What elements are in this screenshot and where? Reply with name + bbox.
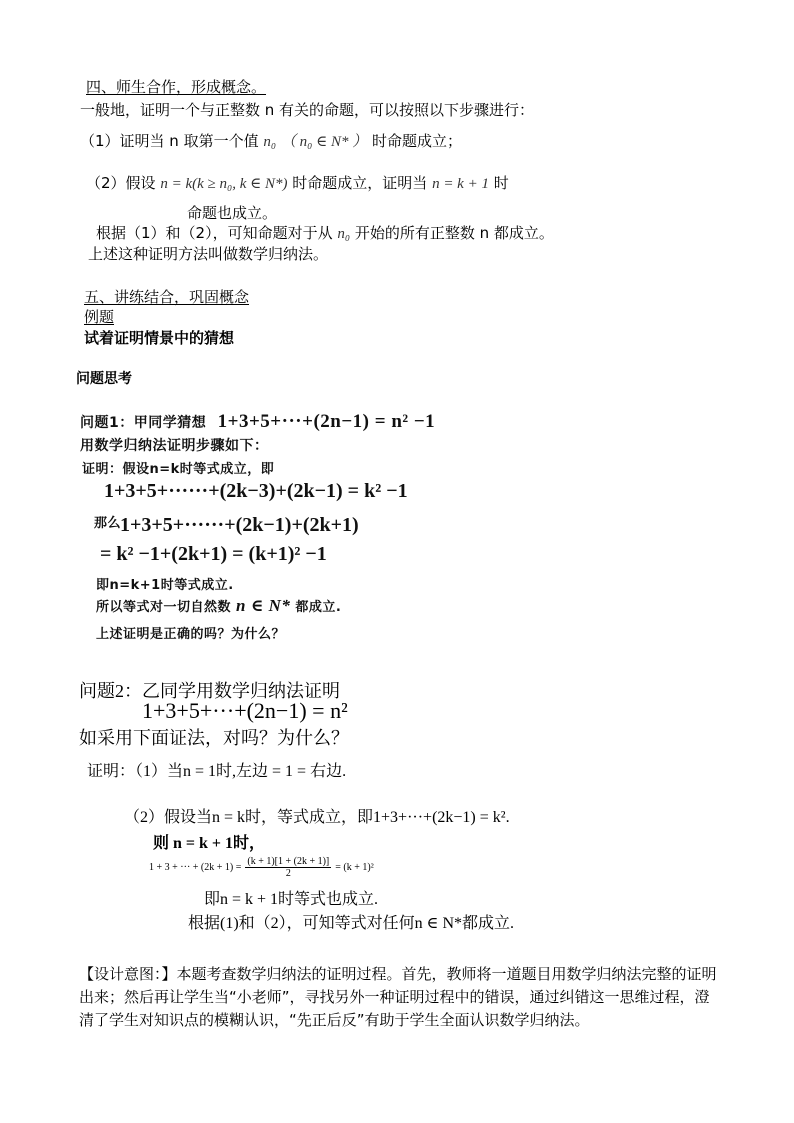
problem1-line9-suffix: 都成立. [295, 600, 342, 615]
problem2-proof4-right: = (k + 1)² [335, 862, 374, 873]
step1-line [80, 130, 462, 151]
problem1-line5: 那么 [94, 516, 122, 531]
problem1-line2: 用数学归纳法证明步骤如下： [80, 438, 269, 454]
problem2-proof4-fraction [245, 856, 331, 879]
section4-heading: 四、师生合作，形成概念。 [86, 78, 267, 96]
problem1-line4-math: 1+3+5+······+(2k−3)+(2k−1) = k² −1 [104, 480, 408, 502]
conclusion-line [96, 222, 554, 243]
problem2-proof4-denominator: 2 [285, 868, 291, 879]
section5-heading: 五、讲练结合，巩固概念 [84, 288, 250, 306]
step1-n0: n₀ [263, 134, 277, 150]
step2-math: n = k(k ≥ n₀, k ∈ N*) [160, 176, 288, 192]
step2-line [86, 172, 509, 193]
problem2-proof2: （2）假设当n = k时，等式成立，即1+3+···+(2k−1) = k². [124, 809, 510, 826]
problem1-line1-text: 问题1：甲同学猜想 [80, 415, 207, 431]
problem2-proof4-left: 1 + 3 + ··· + (2k + 1) = [149, 862, 242, 873]
problem1-line10: 上述证明是正确的吗？为什么？ [96, 627, 286, 642]
problem2-title: 问题2：乙同学用数学归纳法证明 [79, 681, 340, 701]
step1-prefix: （1）证明当 n 取第一个值 [80, 132, 259, 150]
problem1-line1 [80, 411, 435, 433]
problem2-proof4 [149, 856, 374, 879]
section4-intro: 一般地，证明一个与正整数 n 有关的命题，可以按照以下步骤进行： [80, 101, 535, 119]
step2-prefix: （2）假设 [86, 174, 156, 192]
problem1-line8: 即n=k+1时等式成立. [96, 578, 234, 593]
example-label: 例题 [84, 308, 115, 326]
conclusion-prefix: 根据（1）和（2），可知命题对于从 [96, 224, 333, 242]
conclusion-suffix: 开始的所有正整数 n 都成立。 [354, 224, 554, 242]
problem2-proof5: 即n = k + 1时等式也成立. [204, 891, 379, 908]
problem1-line3: 证明：假设n=k时等式成立，即 [82, 462, 275, 477]
design-intent: 【设计意图：】本题考查数学归纳法的证明过程。首先，教师将一道题目用数学归纳法完整的证明出来；然后再让学生当“小老师”，寻找另外一种证明过程中的错误，通过纠错这一思维过程，澄清了学生对知识点的模糊认识，“先正后反”有助于学生全面认识数学归纳法。 [79, 965, 717, 1029]
problem2-question: 如采用下面证法，对吗？为什么？ [79, 728, 349, 748]
think-heading: 问题思考 [76, 371, 132, 387]
problem1-line1-math: 1+3+5+···+(2n−1) = n² −1 [217, 411, 436, 432]
problem2-proof4-numerator: (k + 1)[1 + (2k + 1)] [247, 856, 330, 867]
step1-condition: （ n₀ ∈ N* ） [280, 134, 368, 150]
section4-summary: 上述这种证明方法叫做数学归纳法。 [88, 245, 329, 263]
problem1-line9-math: n ∈ N* [236, 596, 291, 615]
problem2-proof1: 证明：（1）当n = 1时,左边 = 1 = 右边. [87, 763, 347, 780]
problem1-line9-prefix: 所以等式对一切自然数 [96, 600, 232, 615]
problem1-line9 [96, 596, 341, 616]
problem1-line6-math: 1+3+5+······+(2k−1)+(2k+1) [120, 514, 359, 536]
conclusion-n0: n₀ [337, 226, 351, 242]
step2-line2: 命题也成立。 [187, 204, 278, 222]
step2-middle: 时命题成立，证明当 [292, 174, 428, 192]
problem2-proof3: 则 n = k + 1时， [153, 835, 266, 852]
problem2-proof6: 根据(1)和（2），可知等式对任何n ∈ N*都成立. [188, 915, 515, 932]
problem1-line7-math: = k² −1+(2k+1) = (k+1)² −1 [100, 543, 327, 565]
problem2-formula: 1+3+5+···+(2n−1) = n² [142, 698, 348, 723]
example-title: 试着证明情景中的猜想 [84, 329, 235, 347]
step1-suffix: 时命题成立； [371, 132, 462, 150]
step2-math2: n = k + 1 [432, 176, 489, 192]
step2-suffix: 时 [493, 174, 509, 192]
